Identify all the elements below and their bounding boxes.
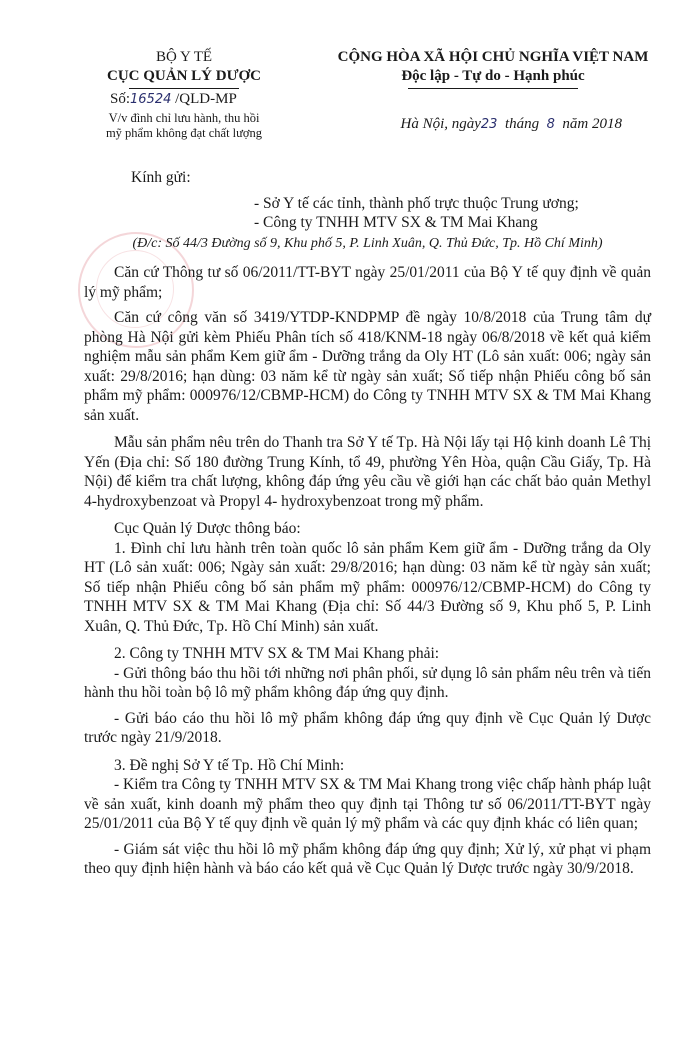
recipient-2: - Công ty TNHH MTV SX & TM Mai Khang	[254, 214, 538, 231]
subject-line-2: mỹ phẩm không đạt chất lượng	[105, 126, 263, 140]
paragraph-item-3a: - Kiểm tra Công ty TNHH MTV SX & TM Mai Khang trong việc chấp hành pháp luật về sản xuất, kinh doanh mỹ phẩm theo quy định tại Thông tư số 06/2011/TT-BYT ngày 25/01/2011 của Bộ Y tế quy định về quản lý mỹ phẩm và các quy định khác có liên quan;	[84, 776, 651, 832]
paragraph-item-2b: - Gửi báo cáo thu hồi lô mỹ phẩm không đáp ứng quy định về Cục Quản lý Dược trước ngày 21/9/2018.	[84, 709, 651, 746]
paragraph-sample-origin: Mẫu sản phẩm nêu trên do Thanh tra Sở Y tế Tp. Hà Nội lấy tại Hộ kinh doanh Lê Thị Yến (Địa chỉ: Số 180 đường Trung Kính, tổ 49, phường Yên Hòa, quận Cầu Giấy, Tp. Hà Nội) để kiểm tra chất lượng, không đáp ứng yêu cầu về giới hạn các chất bảo quản Methyl 4-hydroxybenzoat và Propyl 4- hydroxybenzoat trong mỹ phẩm.	[84, 434, 651, 510]
date-day-handwritten: 23	[480, 117, 498, 132]
paragraph-item-2: 2. Công ty TNHH MTV SX & TM Mai Khang phải:	[114, 645, 440, 662]
national-motto: Độc lập - Tự do - Hạnh phúc	[401, 68, 585, 84]
paragraph-item-1: 1. Đình chỉ lưu hành trên toàn quốc lô sản phẩm Kem giữ ẩm - Dưỡng trắng da Oly HT (Lô sản xuất: 006; Ngày sản xuất: 29/8/2016; hạn dùng: 03 năm kể từ ngày sản xuất; Số tiếp nhận Phiếu công bố sản phẩm mỹ phẩm: 000976/12/CBMP-HCM) do Công ty TNHH MTV SX & TM Mai Khang (Địa chỉ: Số 44/3 Đường số 9, Khu phố 5, P. Linh Xuân, Q. Thủ Đức, Tp. Hồ Chí Minh) sản xuất.	[84, 539, 651, 635]
doc-number-suffix: /QLD-MP	[175, 91, 237, 107]
date-year: năm 2018	[562, 116, 622, 132]
country-name: CỘNG HÒA XÃ HỘI CHỦ NGHĨA VIỆT NAM	[337, 49, 649, 65]
document-date	[308, 115, 678, 134]
date-month-handwritten: 8	[546, 117, 555, 132]
paragraph-official-letter: Căn cứ công văn số 3419/YTDP-KNDPMP đề ngày 10/8/2018 của Trung tâm dự phòng Hà Nội gửi kèm Phiếu Phân tích số 418/KNM-18 ngày 06/8/2018 về kết quả kiểm nghiệm mẫu sản phẩm Kem giữ ẩm - Dưỡng trắng da Oly HT (Lô sản xuất: 006; ngày sản xuất: 29/8/2016; hạn dùng: 03 năm kể từ ngày sản xuất; Số tiếp nhận Phiếu công bố sản phẩm mỹ phẩm: 000976/12/CBMP-HCM) do Công ty TNHH MTV SX & TM Mai Khang sản xuất.	[84, 309, 651, 424]
motto-underline	[408, 88, 578, 89]
recipient-1: - Sở Y tế các tỉnh, thành phố trực thuộc Trung ương;	[254, 194, 579, 212]
issuer-block	[64, 48, 304, 141]
paragraph-item-3b: - Giám sát việc thu hồi lô mỹ phẩm không đáp ứng quy định; Xử lý, xử phạt vi phạm theo quy định hiện hành và báo cáo kết quả về Cục Quản lý Dược trước ngày 30/9/2018.	[84, 840, 651, 877]
national-header-block	[308, 48, 678, 134]
paragraph-announcement: Cục Quản lý Dược thông báo:	[114, 520, 301, 537]
doc-number-prefix: Số:	[110, 91, 131, 107]
header-left-underline	[129, 88, 239, 89]
document-body	[84, 168, 651, 879]
kinh-gui-label: Kính gửi:	[131, 169, 191, 186]
recipient-2-address: (Đ/c: Số 44/3 Đường số 9, Khu phố 5, P. Linh Xuân, Q. Thủ Đức, Tp. Hồ Chí Minh)	[132, 235, 603, 251]
ministry-name: BỘ Y TẾ	[155, 49, 213, 65]
paragraph-legal-basis: Căn cứ Thông tư số 06/2011/TT-BYT ngày 25/01/2011 của Bộ Y tế quy định về quản lý mỹ phẩm;	[84, 264, 651, 301]
subject-line-1: V/v đình chỉ lưu hành, thu hồi	[108, 111, 260, 125]
doc-number-handwritten: 16524	[130, 92, 172, 107]
date-month-label: tháng	[504, 116, 540, 132]
paragraph-item-2a: - Gửi thông báo thu hồi tới những nơi phân phối, sử dụng lô sản phẩm nêu trên và tiến hành thu hồi toàn bộ lô mỹ phẩm không đáp ứng quy định.	[84, 664, 651, 701]
date-place: Hà Nội, ngày	[400, 116, 481, 132]
paragraph-item-3: 3. Đề nghị Sở Y tế Tp. Hồ Chí Minh:	[114, 756, 345, 774]
department-name: CỤC QUẢN LÝ DƯỢC	[106, 68, 262, 84]
document-number	[64, 90, 304, 109]
